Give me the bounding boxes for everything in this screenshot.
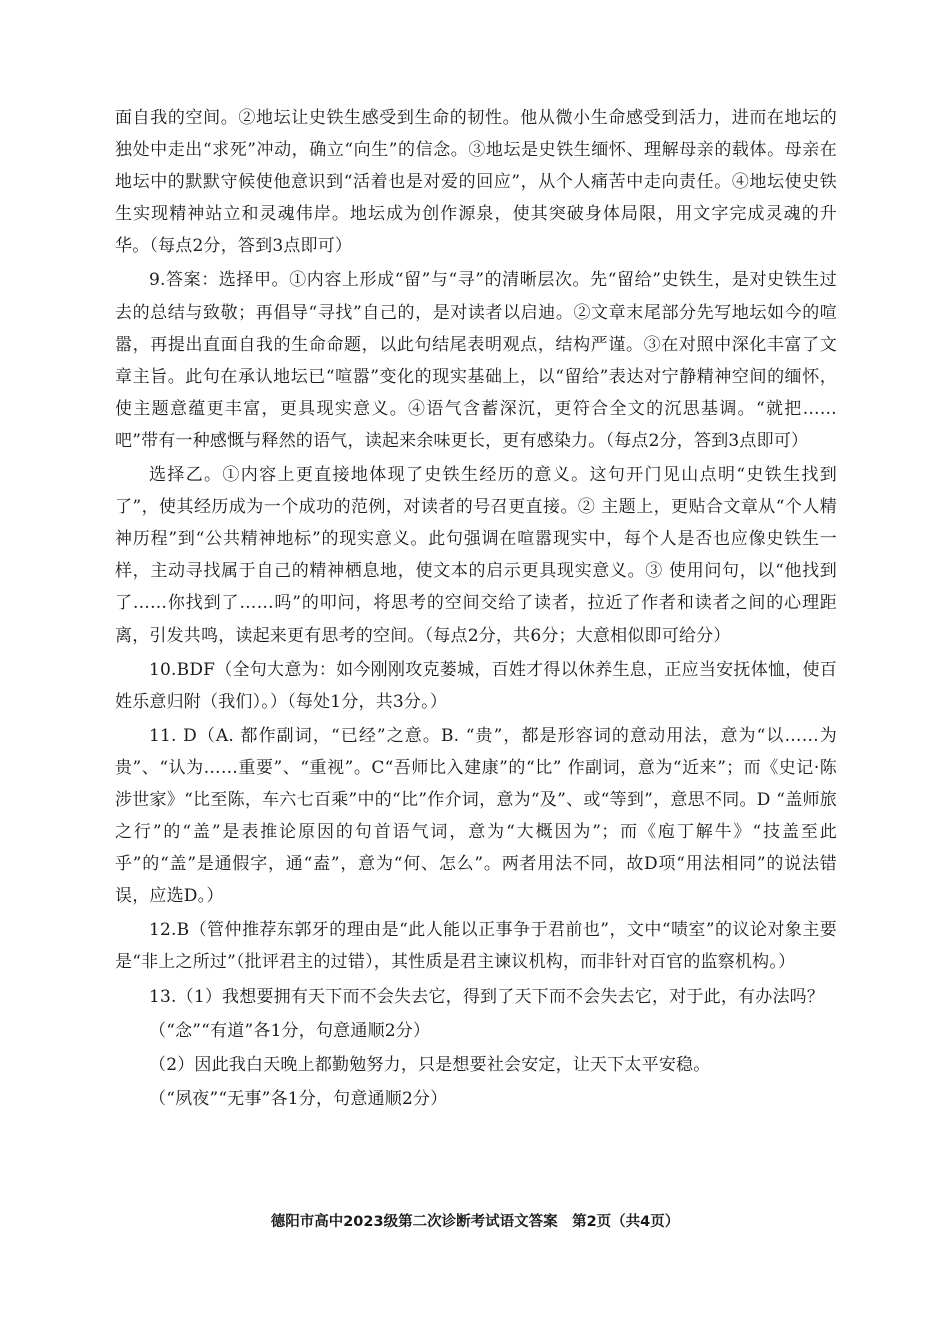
paragraph-q10: 10.BDF（全句大意为：如今刚刚攻克蒌城，百姓才得以休养生息，正应当安抚体恤，使百姓乐意归附（我们）。）（每处1分，共3分。） [115,659,837,712]
answer-body [115,102,837,1117]
paragraph-q9-option-jia: 9.答案：选择甲。①内容上形成“留”与“寻”的清晰层次。先“留给”史铁生，是对史铁生过去的总结与致敬；再倡导“寻找”自己的，是对读者以启迪。②文章末尾部分先写地坛如今的喧嚣，再提出直面自我的生命命题，以此句结尾表明观点，结构严谨。③在对照中深化丰富了文章主旨。此句在承认地坛已“喧嚣”变化的现实基础上，以“留给”表达对宁静精神空间的缅怀，使主题意蕴更丰富，更具现实意义。④语气含蓄深沉，更符合全文的沉思基调。“就把……吧”带有一种感慨与释然的语气，读起来余味更长，更有感染力。（每点2分，答到3点即可） [115,270,837,451]
paragraph-q11: 11. D（A. 都作副词，“已经”之意。B. “贵”，都是形容词的意动用法，意为“以……为贵”、“认为……重要”、“重视”。C“吾师比入建康”的“比” 作副词，意为“近来”；而《史记·陈涉世家》“比至陈，车六七百乘”中的“比”作介词，意为“及”、或“等到”，意思不同。D “盖师旅之行”的“盖”是表推论原因的句首语气词，意为“大概因为”；而《庖丁解牛》“技盖至此乎”的“盖”是通假字，通“盍”，意为“何、怎么”。两者用法不同，故D项“用法相同”的说法错误，应选D。） [115,725,837,907]
paragraph-q13-1-scoring: （“念”“有道”各1分，句意通顺2分） [149,1020,431,1041]
page-footer: 德阳市高中2023级第二次诊断考试语文答案 第2页（共4页） [270,1214,680,1230]
paragraph-q13-2: （2）因此我白天晚上都勤勉努力，只是想要社会安定，让天下太平安稳。 [149,1054,711,1075]
paragraph-q9-option-yi: 选择乙。①内容上更直接地体现了史铁生经历的意义。这句开门见山点明“史铁生找到了”，使其经历成为一个成功的范例，对读者的号召更直接。② 主题上，更贴合文章从“个人精神历程”到“公共精神地标”的现实意义。此句强调在喧嚣现实中，每个人是否也应像史铁生一样，主动寻找属于自己的精神栖息地，使文本的启示更具现实意义。③ 使用问句，以“他找到了……你找到了……吗”的叩问，将思考的空间交给了读者，拉近了作者和读者之间的心理距离，引发共鸣，读起来更有思考的空间。（每点2分，共6分；大意相似即可给分） [115,465,837,646]
paragraph-p1: 面自我的空间。②地坛让史铁生感受到生命的韧性。他从微小生命感受到活力，进而在地坛的独处中走出“求死”冲动，确立“向生”的信念。③地坛是史铁生缅怀、理解母亲的载体。母亲在地坛中的默默守候使他意识到“活着也是对爱的回应”，从个人痛苦中走向责任。④地坛使史铁生实现精神站立和灵魂伟岸。地坛成为创作源泉，使其突破身体局限，用文字完成灵魂的升华。（每点2分，答到3点即可） [115,108,837,257]
paragraph-q12: 12.B（管仲推荐东郭牙的理由是“此人能以正事争于君前也”，文中“啧室”的议论对象主要是“非上之所过”（批评君主的过错），其性质是君主谏议机构，而非针对百官的监察机构。） [115,920,837,973]
paragraph-q13-1: 13.（1）我想要拥有天下而不会失去它，得到了天下而不会失去它，对于此，有办法吗？ [149,986,825,1007]
paragraph-q13-2-scoring: （“夙夜”“无事”各1分，句意通顺2分） [149,1088,448,1109]
